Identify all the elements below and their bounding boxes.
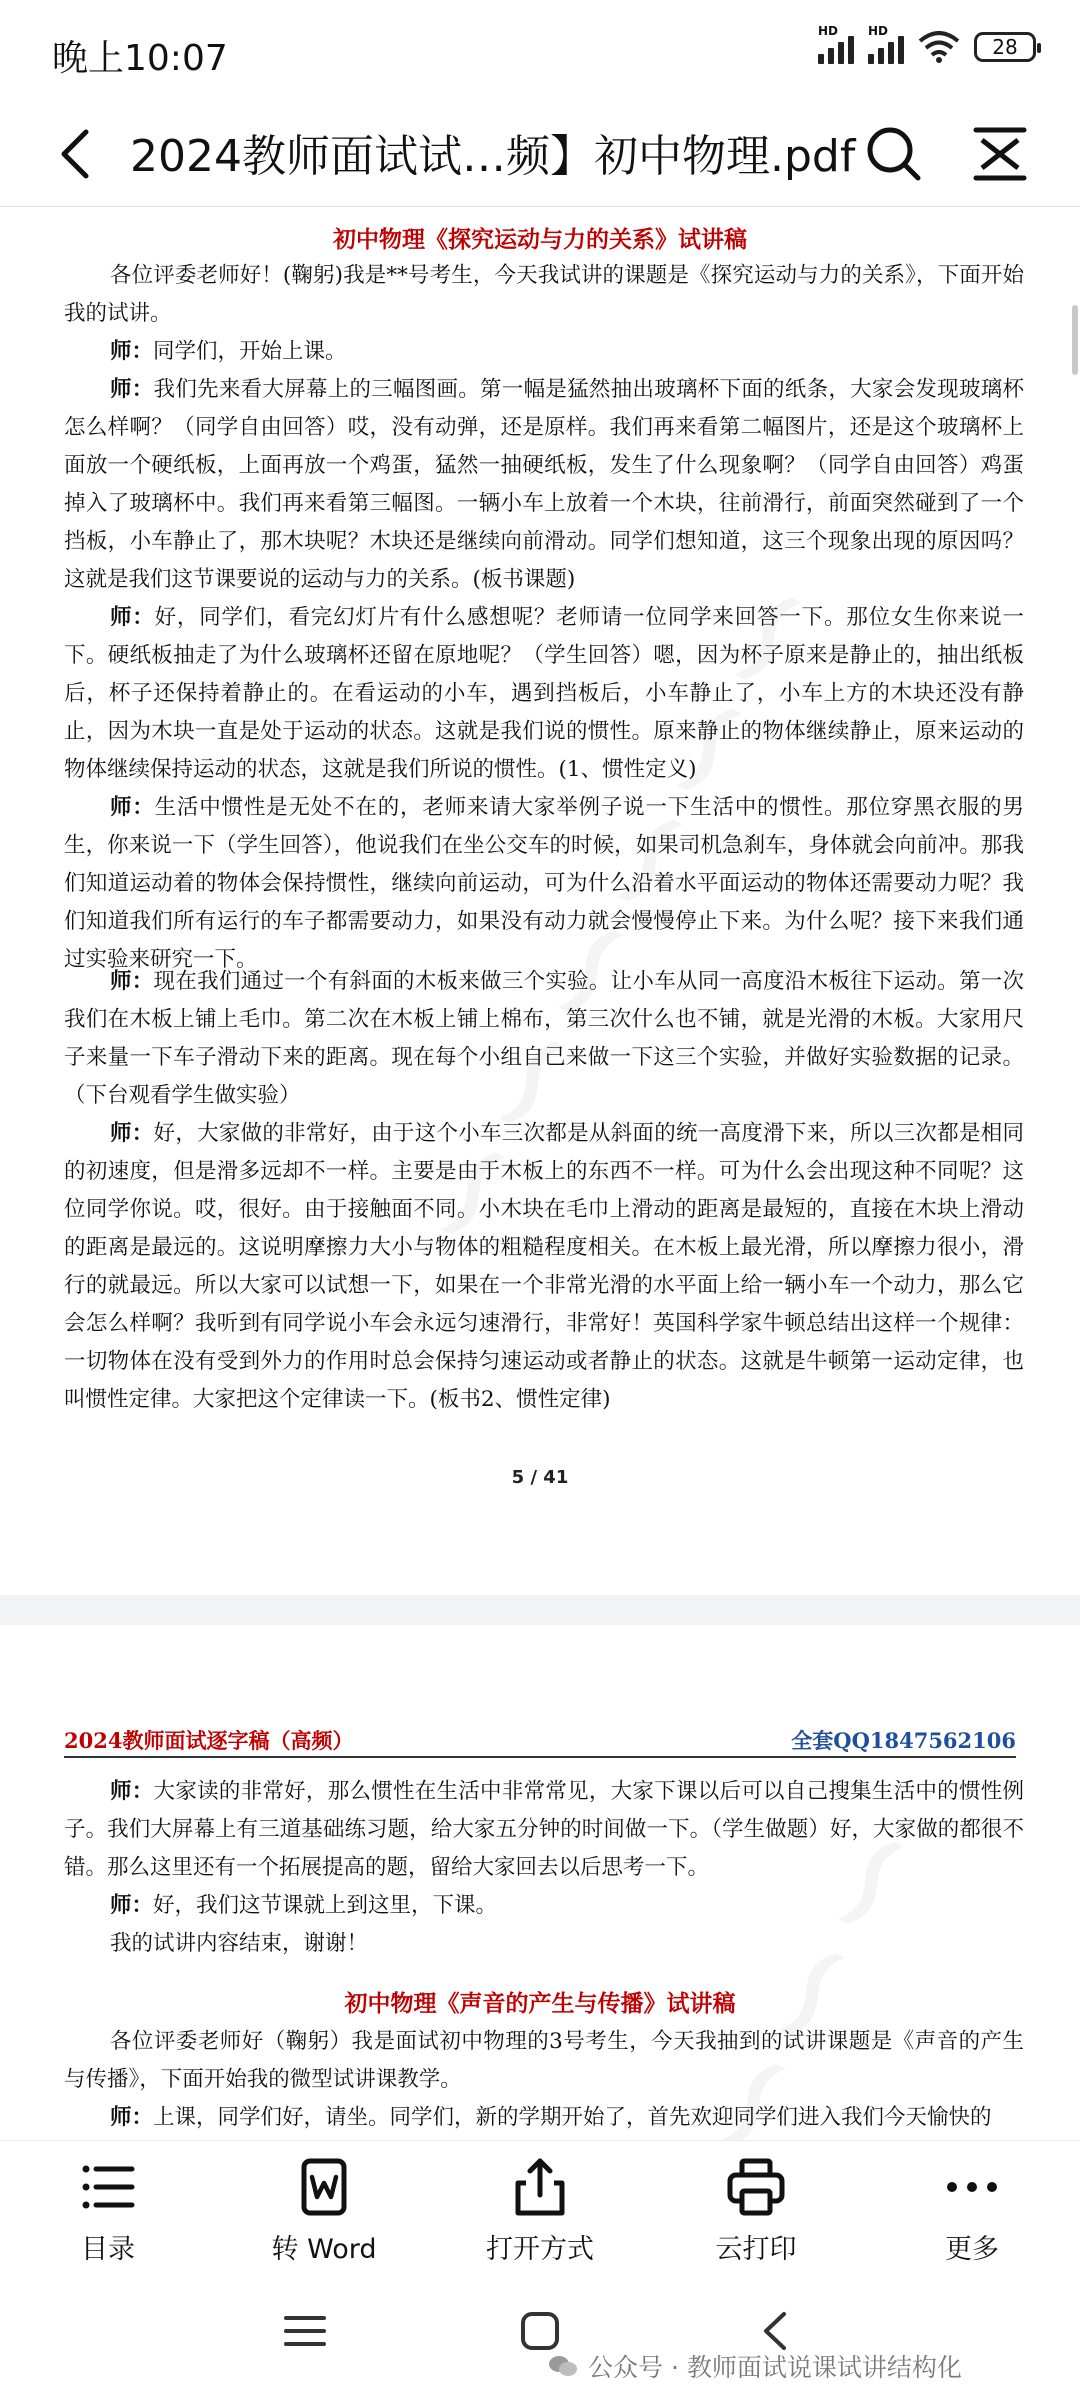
wechat-caption bbox=[548, 2348, 962, 2384]
share-icon bbox=[508, 2155, 572, 2219]
pdf-page-5[interactable] bbox=[0, 207, 1080, 1595]
hd-badge-2: HD bbox=[868, 24, 889, 38]
signal-icon-2 bbox=[868, 24, 904, 64]
lesson-heading: 初中物理《探究运动与力的关系》试讲稿 bbox=[333, 226, 747, 253]
paragraph: 师：同学们，开始上课。 bbox=[110, 339, 347, 364]
bottom-toolbar bbox=[0, 2140, 1080, 2266]
toolbar-item-cloud-print[interactable] bbox=[648, 2141, 864, 2266]
page-layout-icon[interactable] bbox=[968, 122, 1032, 186]
paragraph: 师：好，同学们，看完幻灯片有什么感想呢？老师请一位同学来回答一下。那位女生你来说一下。硬纸板抽走了为什么玻璃杯还留在原地呢？（学生回答）嗯，因为杯子原来是静止的，抽出纸板后，杯子还保持着静止的。在看运动的小车，遇到挡板后，小车静止了，小车上方的木块还没有静止，因为木块一直是处于运动的状态。这就是我们说的惯性。原来静止的物体继续静止，原来运动的物体继续保持运动的状态，这就是我们所说的惯性。(1、惯性定义) bbox=[64, 605, 1024, 782]
paragraph: 师：我们先来看大屏幕上的三幅图画。第一幅是猛然抽出玻璃杯下面的纸条，大家会发现玻璃杯怎么样啊？（同学自由回答）哎，没有动弹，还是原样。我们再来看第二幅图片，还是这个玻璃杯上面放一个硬纸板，上面再放一个鸡蛋，猛然一抽硬纸板，发生了什么现象啊？（同学自由回答）鸡蛋掉入了玻璃杯中。我们再来看第三幅图。一辆小车上放着一个木块，往前滑行，前面突然碰到了一个挡板，小车静止了，那木块呢？木块还是继续向前滑动。同学们想知道，这三个现象出现的原因吗？这就是我们这节课要说的运动与力的关系。(板书课题) bbox=[64, 377, 1024, 592]
toolbar-label: 打开方式 bbox=[486, 2234, 594, 2265]
page-header-left: 2024教师面试逐字稿（高频） bbox=[64, 1728, 354, 1753]
search-icon[interactable] bbox=[862, 122, 926, 186]
paragraph: 我的试讲内容结束，谢谢！ bbox=[110, 1931, 369, 1956]
wechat-icon bbox=[548, 2354, 578, 2378]
paragraph: 师：现在我们通过一个有斜面的木板来做三个实验。让小车从同一高度沿木板往下运动。第一次我们在木板上铺上毛巾。第二次在木板上铺上棉布，第三次什么也不铺，就是光滑的木板。大家用尺子来量一下车子滑动下来的距离。现在每个小组自己来做一下这三个实验，并做好实验数据的记录。（下台观看学生做实验） bbox=[64, 969, 1024, 1108]
more-icon bbox=[940, 2155, 1004, 2219]
paragraph: 师：上课，同学们好，请坐。同学们，新的学期开始了，首先欢迎同学们进入我们今天愉快的 bbox=[110, 2105, 992, 2130]
toolbar-item-contents[interactable] bbox=[0, 2141, 216, 2266]
paragraph: 师：好，大家做的非常好，由于这个小车三次都是从斜面的统一高度滑下来，所以三次都是相同的初速度，但是滑多远却不一样。主要是由于木板上的东西不一样。可为什么会出现这种不同呢？这位同学你说。哎，很好。由于接触面不同。小木块在毛巾上滑动的距离是最短的，直接在木块上滑动的距离是最远的。这说明摩擦力大小与物体的粗糙程度相关。在木板上最光滑，所以摩擦力很小，滑行的就最远。所以大家可以试想一下，如果在一个非常光滑的水平面上给一辆小车一个动力，那么它会怎么样啊？我听到有同学说小车会永远匀速滑行，非常好！英国科学家牛顿总结出这样一个规律：一切物体在没有受到外力的作用时总会保持匀速运动或者静止的状态。这就是牛顿第一运动定律，也叫惯性定律。大家把这个定律读一下。(板书2、惯性定律) bbox=[64, 1121, 1024, 1412]
page-number: 5 / 41 bbox=[511, 1467, 569, 1488]
system-nav-bar bbox=[0, 2266, 1080, 2401]
word-icon bbox=[292, 2155, 356, 2219]
pdf-page-6[interactable] bbox=[0, 1625, 1080, 2145]
toolbar-item-more[interactable] bbox=[864, 2141, 1080, 2266]
paragraph: 各位评委老师好（鞠躬）我是面试初中物理的3号考生，今天我抽到的试讲课题是《声音的产生与传播》，下面开始我的微型试讲课教学。 bbox=[64, 2029, 1024, 2092]
status-time: 晚上10:07 bbox=[52, 38, 228, 79]
paragraph: 师：好，我们这节课就上到这里，下课。 bbox=[110, 1893, 498, 1918]
toolbar-item-open-with[interactable] bbox=[432, 2141, 648, 2266]
wifi-icon bbox=[918, 31, 960, 63]
menu-icon[interactable] bbox=[280, 2306, 330, 2356]
print-icon bbox=[724, 2155, 788, 2219]
page-header-right: 全套QQ1847562106 bbox=[791, 1728, 1016, 1753]
lesson-heading-2: 初中物理《声音的产生与传播》试讲稿 bbox=[344, 1990, 736, 2017]
paragraph: 师：生活中惯性是无处不在的，老师来请大家举例子说一下生活中的惯性。那位穿黑衣服的男生，你来说一下（学生回答），他说我们在坐公交车的时候，如果司机急刹车，身体就会向前冲。那我们知道运动着的物体会保持惯性，继续向前运动，可为什么沿着水平面运动的物体还需要动力呢？我们知道我们所有运行的车子都需要动力，如果没有动力就会慢慢停止下来。为什么呢？接下来我们通过实验来研究一下。 bbox=[64, 795, 1024, 972]
battery-indicator: 28 bbox=[974, 32, 1036, 62]
toolbar-label: 云打印 bbox=[715, 2234, 797, 2265]
list-icon bbox=[76, 2155, 140, 2219]
paragraph: 各位评委老师好！(鞠躬)我是**号考生，今天我试讲的课题是《探究运动与力的关系》，下面开始我的试讲。 bbox=[64, 263, 1024, 326]
scrollbar[interactable] bbox=[1072, 305, 1078, 375]
toolbar-label: 目录 bbox=[81, 2234, 135, 2265]
wechat-caption-text: 公众号 · 教师面试说课试讲结构化 bbox=[588, 2353, 962, 2382]
back-arrow-icon[interactable] bbox=[52, 124, 108, 184]
status-bar bbox=[0, 0, 1080, 100]
toolbar-label: 转 Word bbox=[271, 2234, 377, 2265]
toolbar-label: 更多 bbox=[945, 2234, 999, 2265]
status-icons bbox=[818, 24, 1036, 64]
title-bar bbox=[0, 100, 1080, 207]
header-divider bbox=[64, 1756, 1016, 1758]
signal-icon bbox=[818, 24, 854, 64]
document-title: 2024教师面试试…频】初中物理.pdf bbox=[130, 131, 856, 182]
hd-badge: HD bbox=[818, 24, 839, 38]
toolbar-item-to-word[interactable] bbox=[216, 2141, 432, 2266]
paragraph: 师：大家读的非常好，那么惯性在生活中非常常见，大家下课以后可以自己搜集生活中的惯性例子。我们大屏幕上有三道基础练习题，给大家五分钟的时间做一下。（学生做题）好，大家做的都很不错。那么这里还有一个拓展提高的题，留给大家回去以后思考一下。 bbox=[64, 1779, 1024, 1880]
